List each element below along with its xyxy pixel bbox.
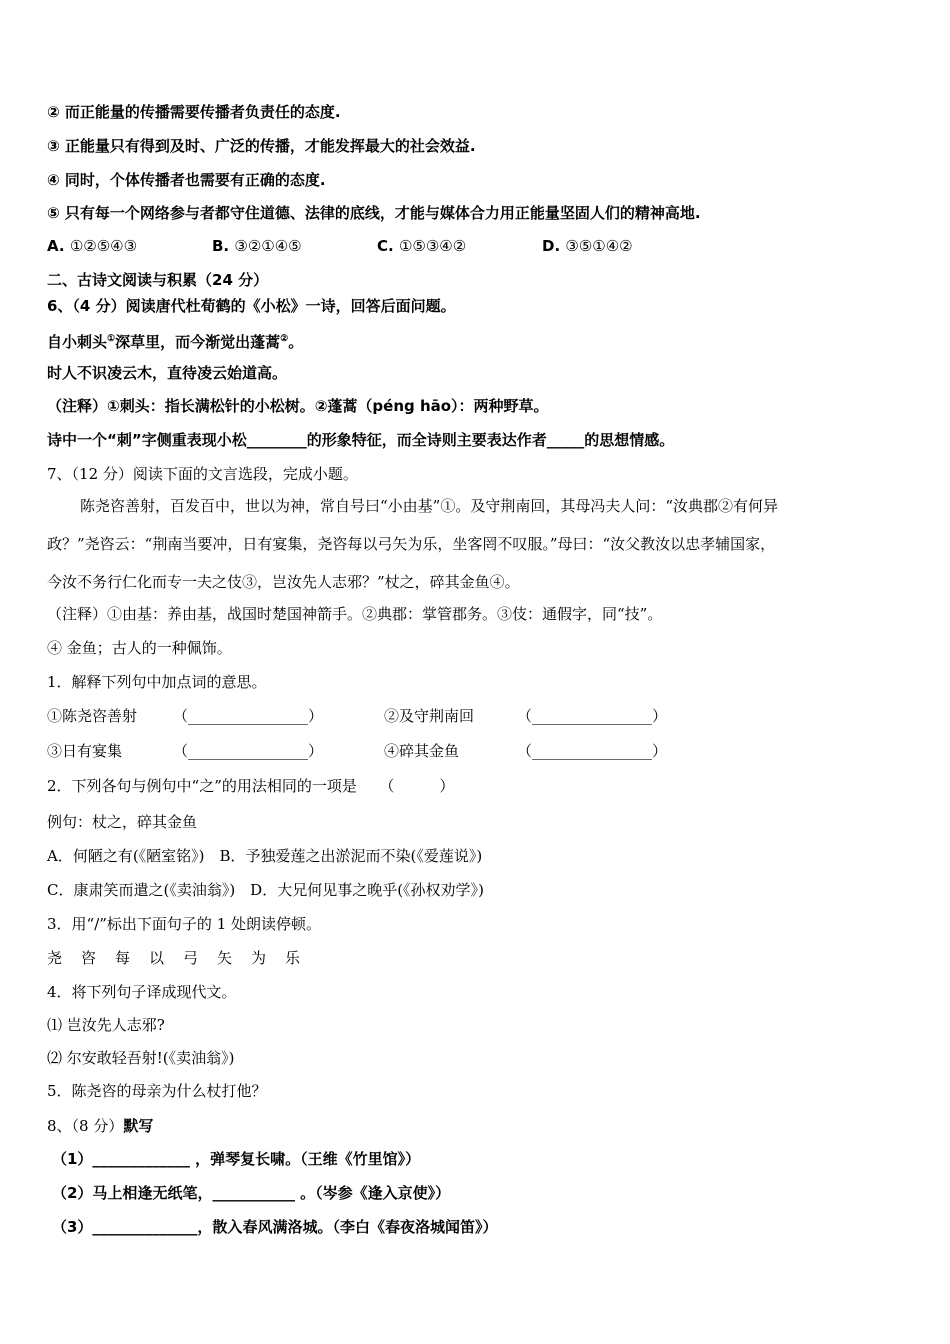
option-letter: D. <box>542 237 561 255</box>
sub5-title: 5．陈尧咨的母亲为什么杖打他？ <box>47 1082 267 1100</box>
poem-text: 深草里，而今渐觉出蓬蒿 <box>115 333 281 351</box>
sub3-title: 3．用“/”标出下面句子的 1 处朗读停顿。 <box>47 915 322 933</box>
q7-note-1: （注释）①由基：养由基，战国时楚国神箭手。②典郡：掌管郡务。③伎：通假字，同“技”。 <box>47 605 663 623</box>
poem-line-2: 时人不识凌云木，直待凌云始道高。 <box>47 364 288 382</box>
option-letter: C. <box>377 237 394 255</box>
poem-line-1 <box>47 329 303 352</box>
answer-blank[interactable]: （________________） <box>517 742 668 760</box>
footnote-mark: ② <box>280 334 289 344</box>
sub4-item-2: ⑵ 尔安敢轻吾射!(《卖油翁》) <box>47 1049 235 1067</box>
sub1-item-label: ③日有宴集 <box>47 742 123 760</box>
sub4-item-1: ⑴ 岂汝先人志邪? <box>47 1016 165 1034</box>
section-title: 二、古诗文阅读与积累（24 分） <box>47 271 269 289</box>
q7-note-2: ④ 金鱼；古人的一种佩饰。 <box>47 639 232 657</box>
char: 乐 <box>285 949 301 967</box>
q8-item-3: （3）______________，散入春风满洛城。（李白《春夜洛城闻笛》） <box>52 1218 498 1236</box>
sub1-item-label: ①陈尧咨善射 <box>47 707 138 725</box>
q5-line-5: ⑤ 只有每一个网络参与者都守住道德、法律的底线，才能与媒体合力用正能量坚固人们的精神高地. <box>47 204 701 222</box>
q5-option-a <box>47 237 137 255</box>
option-text: ③⑤①④② <box>565 237 633 255</box>
char: 为 <box>251 949 267 967</box>
footnote-mark: ① <box>107 334 116 344</box>
poem-text: 。 <box>288 333 304 351</box>
q6-prompt: 6、（4 分）阅读唐代杜荀鹤的《小松》一诗，回答后面问题。 <box>47 297 456 315</box>
option-text: ①②⑤④③ <box>69 237 138 255</box>
q5-option-d <box>542 237 633 255</box>
passage-line-3: 今汝不务行仁化而专一夫之伎③，岂汝先人志邪？”杖之，碎其金鱼④。 <box>47 573 520 591</box>
q8-item-2: （2）马上相逢无纸笔，___________ 。（岑参《逢入京使》） <box>52 1184 451 1202</box>
answer-blank[interactable]: （________________） <box>173 742 324 760</box>
sub2-title: 2．下列各句与例句中“之”的用法相同的一项是 （ ） <box>47 777 455 795</box>
sub1-item-label: ④碎其金鱼 <box>384 742 460 760</box>
q5-line-2: ② 而正能量的传播需要传播者负责任的态度. <box>47 103 341 121</box>
q5-line-3: ③ 正能量只有得到及时、广泛的传播，才能发挥最大的社会效益. <box>47 137 476 155</box>
q5-option-c <box>377 237 466 255</box>
sub4-title: 4．将下列句子译成现代文。 <box>47 983 237 1001</box>
answer-blank[interactable]: （________________） <box>517 707 668 725</box>
passage-line-2: 政？”尧咨云：“荆南当要冲，日有宴集，尧咨每以弓矢为乐，坐客罔不叹服。”母曰：“汝父教汝以忠孝辅国家， <box>47 535 776 553</box>
char: 咨 <box>81 949 97 967</box>
option-text: ③②①④⑤ <box>234 237 302 255</box>
char: 尧 <box>47 949 63 967</box>
char: 每 <box>115 949 131 967</box>
q5-option-b <box>212 237 302 255</box>
q8-number: 8、（8 分） <box>47 1117 124 1135</box>
answer-blank[interactable]: （________________） <box>173 707 324 725</box>
sub2-options-row-1: A．何陋之有(《陋室铭》) B．予独爱莲之出淤泥而不染(《爱莲说》) <box>47 847 483 865</box>
sub1-item-label: ②及守荆南回 <box>384 707 475 725</box>
q6-note: （注释）①刺头：指长满松针的小松树。②蓬蒿（péng hāo）：两种野草。 <box>47 397 549 415</box>
option-letter: A. <box>47 237 65 255</box>
poem-text: 自小刺头 <box>47 333 108 351</box>
sub3-sentence <box>47 948 319 968</box>
q8-item-1: （1）_____________ ，弹琴复长啸。（王维《竹里馆》） <box>52 1150 421 1168</box>
char: 矢 <box>217 949 233 967</box>
option-text: ①⑤③④② <box>398 237 467 255</box>
q8-prompt <box>47 1116 153 1136</box>
q6-question: 诗中一个“刺”字侧重表现小松________的形象特征，而全诗则主要表达作者_____的思想情感。 <box>47 431 675 449</box>
sub2-options-row-2: C．康肃笑而遣之(《卖油翁》) D．大兄何见事之晚乎(《孙权劝学》) <box>47 881 484 899</box>
option-letter: B. <box>212 237 230 255</box>
sub2-example: 例句：杖之，碎其金鱼 <box>47 813 198 831</box>
sub1-title: 1．解释下列句中加点词的意思。 <box>47 673 267 691</box>
q8-instruction: 默写 <box>123 1117 154 1135</box>
q5-line-4: ④ 同时，个体传播者也需要有正确的态度. <box>47 171 326 189</box>
char: 弓 <box>183 949 199 967</box>
char: 以 <box>149 949 165 967</box>
q7-prompt: 7、（12 分）阅读下面的文言选段，完成小题。 <box>47 465 358 483</box>
passage-line-1: 陈尧咨善射，百发百中，世以为神，常自号曰“小由基”①。及守荆南回，其母冯夫人问：“汝典郡②有何异 <box>80 497 779 515</box>
